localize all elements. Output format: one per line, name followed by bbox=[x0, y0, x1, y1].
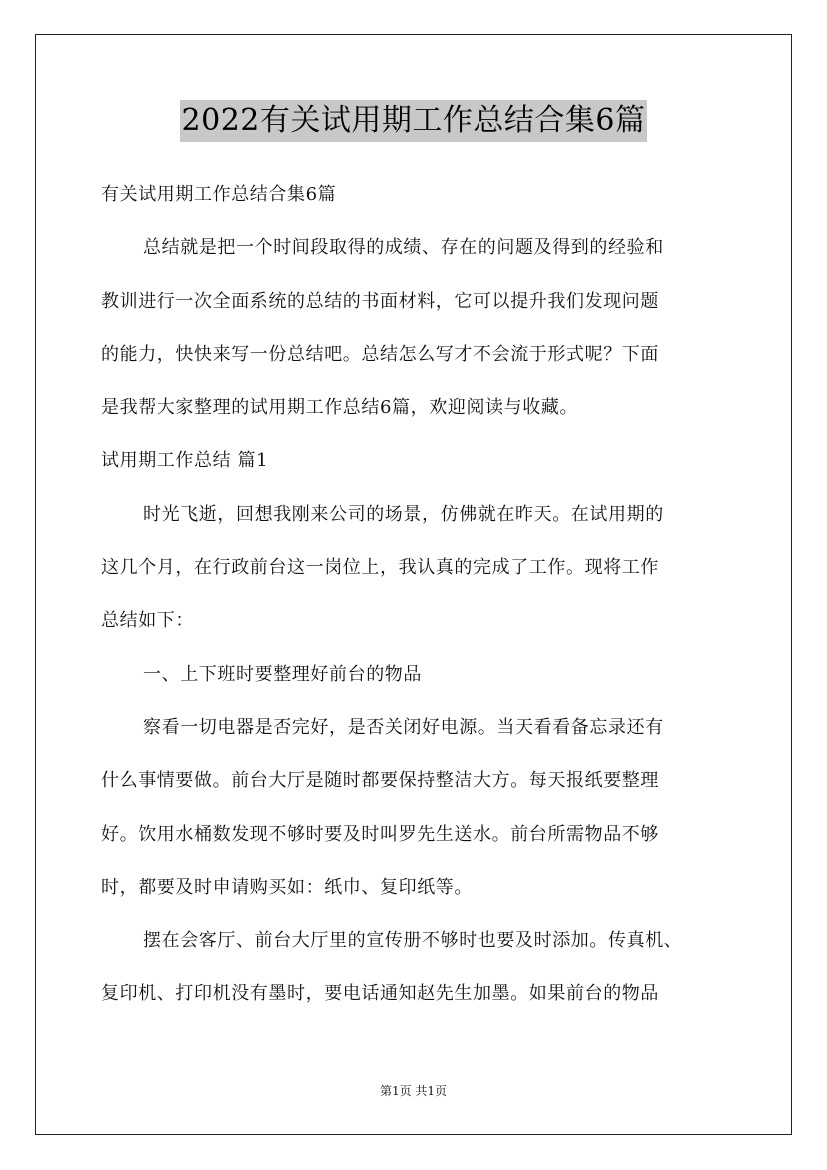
text-line: 总结如下： bbox=[101, 610, 194, 632]
text-line: 时，都要及时申请购买如：纸巾、复印纸等。 bbox=[101, 876, 473, 898]
text-line: 时光飞逝，回想我刚来公司的场景，仿佛就在昨天。在试用期的 bbox=[143, 503, 664, 525]
text-line: 什么事情要做。前台大厅是随时都要保持整洁大方。每天报纸要整理 bbox=[101, 770, 659, 792]
text-line: 是我帮大家整理的试用期工作总结6篇，欢迎阅读与收藏。 bbox=[101, 397, 579, 419]
text-line: 好。饮用水桶数发现不够时要及时叫罗先生送水。前台所需物品不够 bbox=[101, 823, 659, 845]
text-line: 摆在会客厅、前台大厅里的宣传册不够时也要及时添加。传真机、 bbox=[143, 930, 683, 952]
text-line: 的能力，快快来写一份总结吧。总结怎么写才不会流于形式呢？下面 bbox=[101, 343, 659, 365]
text-line: 有关试用期工作总结合集6篇 bbox=[101, 184, 337, 205]
document-body bbox=[101, 168, 731, 1021]
text-line: 复印机、打印机没有墨时，要电话通知赵先生加墨。如果前台的物品 bbox=[101, 983, 659, 1005]
text-line: 总结就是把一个时间段取得的成绩、存在的问题及得到的经验和 bbox=[143, 237, 664, 259]
text-line: 这几个月，在行政前台这一岗位上，我认真的完成了工作。现将工作 bbox=[101, 557, 659, 579]
text-line: 一、上下班时要整理好前台的物品 bbox=[143, 663, 422, 685]
text-line: 试用期工作总结 篇1 bbox=[101, 450, 269, 472]
text-line: 察看一切电器是否完好，是否关闭好电源。当天看看备忘录还有 bbox=[143, 716, 664, 738]
document-title: 2022有关试用期工作总结合集6篇 bbox=[180, 100, 648, 142]
title-container bbox=[0, 100, 827, 142]
text-line: 教训进行一次全面系统的总结的书面材料，它可以提升我们发现问题 bbox=[101, 290, 659, 312]
page-footer: 第1页 共1页 bbox=[379, 1084, 448, 1098]
